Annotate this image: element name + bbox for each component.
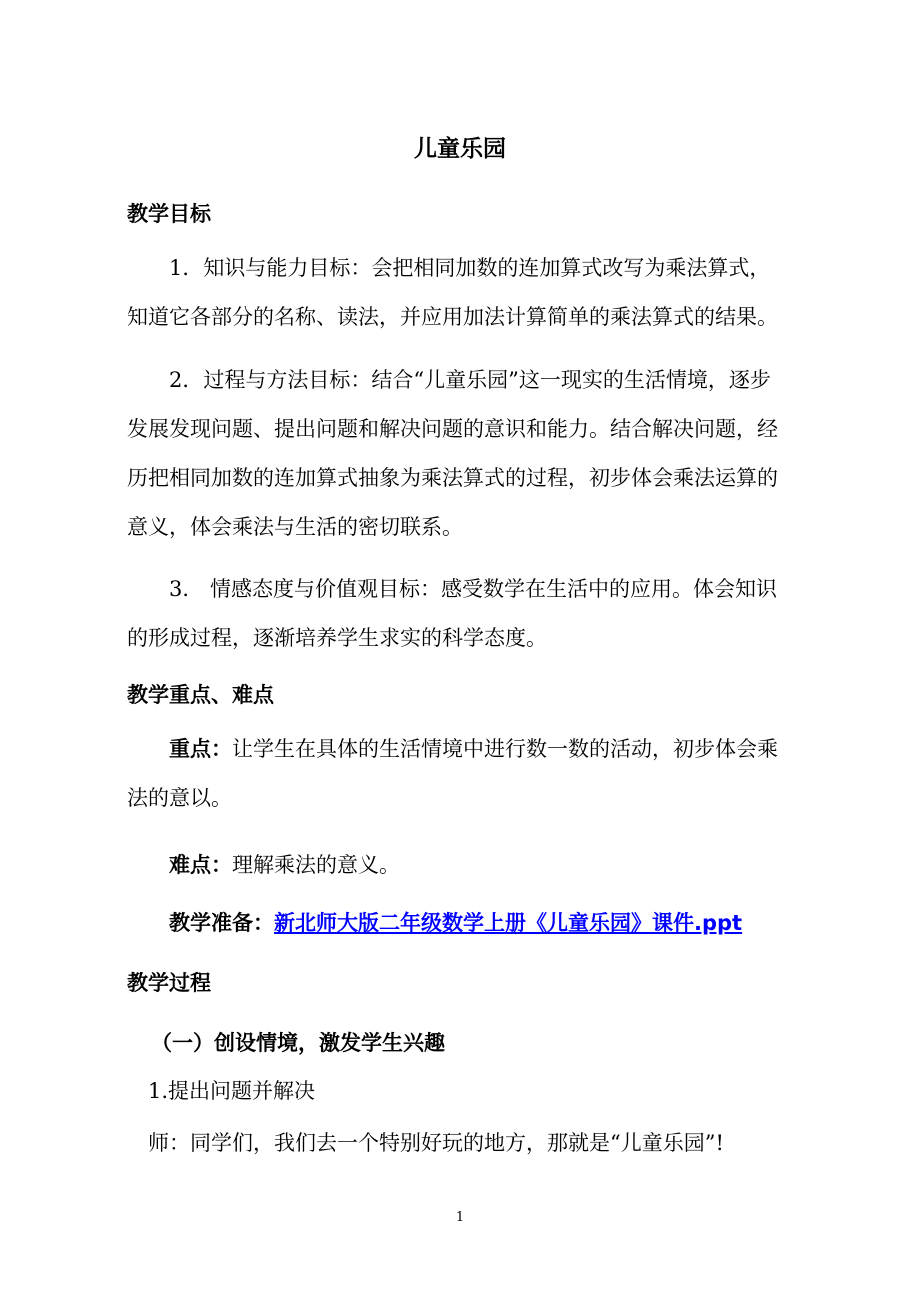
key-point-text: 让学生在具体的生活情境中进行数一数的活动，初步体会乘法的意以。 [127, 737, 778, 810]
step-heading: （一）创设情境，激发学生兴趣 [151, 1031, 445, 1055]
preparation-label: 教学准备： [169, 911, 274, 935]
difficulty-line [169, 849, 400, 879]
step-1-line: 1.提出问题并解决 [148, 1079, 316, 1103]
page-number: 1 [455, 1210, 465, 1225]
teacher-dialogue-line: 师：同学们，我们去一个特别好玩的地方，那就是“儿童乐园”! [148, 1131, 724, 1155]
preparation-line [169, 907, 742, 937]
section-heading-key-points: 教学重点、难点 [127, 683, 274, 707]
courseware-link[interactable]: 新北师大版二年级数学上册《儿童乐园》课件.ppt [274, 911, 743, 935]
section-heading-objectives: 教学目标 [127, 202, 211, 226]
objective-3-paragraph: 3． 情感态度与价值观目标：感受数学在生活中的应用。体会知识的形成过程，逐渐培养学生求实的科学态度。 [127, 577, 778, 650]
difficulty-label: 难点： [169, 853, 232, 877]
objective-2-paragraph: 2．过程与方法目标：结合“儿童乐园”这一现实的生活情境，逐步发展发现问题、提出问题和解决问题的意识和能力。结合解决问题，经历把相同加数的连加算式抽象为乘法算式的过程，初步体会乘法运算的意义，体会乘法与生活的密切联系。 [127, 368, 778, 539]
key-point-label: 重点： [169, 737, 232, 761]
section-heading-process: 教学过程 [127, 971, 211, 995]
objective-1-paragraph: 1．知识与能力目标：会把相同加数的连加算式改写为乘法算式，知道它各部分的名称、读法，并应用加法计算简单的乘法算式的结果。 [127, 256, 778, 329]
document-title: 儿童乐园 [414, 136, 506, 162]
difficulty-text: 理解乘法的意义。 [232, 853, 400, 877]
key-point-paragraph [127, 725, 787, 823]
